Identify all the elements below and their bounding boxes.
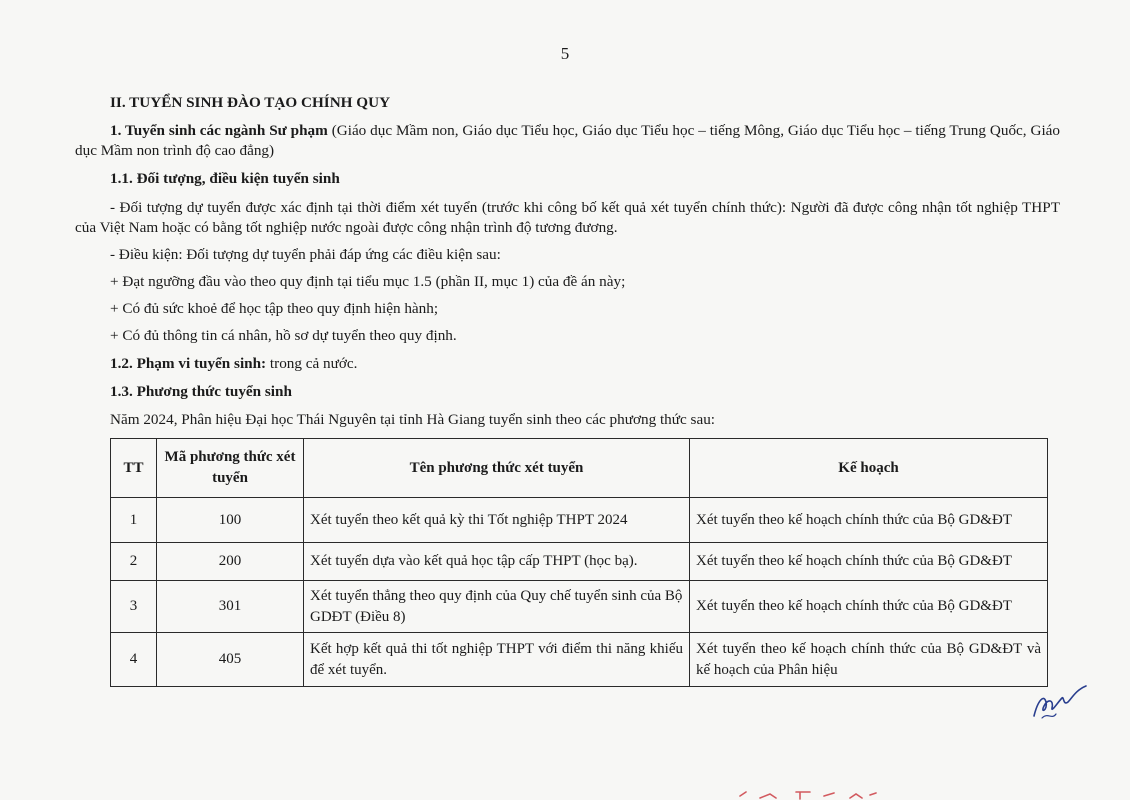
subsection-1-1-title: 1.1. Đối tượng, điều kiện tuyển sinh	[110, 170, 340, 187]
subsection-1-2	[110, 354, 357, 373]
row-plan: Xét tuyển theo kế hoạch chính thức của Bộ GD&ĐT	[690, 543, 1048, 581]
table-row	[111, 633, 1048, 687]
subsection-1-paragraph	[75, 121, 1060, 161]
row-method-code: 200	[157, 543, 304, 581]
row-method-name: Xét tuyển dựa vào kết quả học tập cấp THPT (học bạ).	[304, 543, 690, 581]
table-row	[111, 498, 1048, 543]
header-method-name: Tên phương thức xét tuyển	[304, 439, 690, 498]
header-tt: TT	[111, 439, 157, 498]
row-tt: 1	[111, 498, 157, 543]
row-method-name: Xét tuyển theo kết quả kỳ thi Tốt nghiệp THPT 2024	[304, 498, 690, 543]
header-plan: Kế hoạch	[690, 439, 1048, 498]
row-method-code: 100	[157, 498, 304, 543]
handwritten-initials-icon	[1030, 680, 1090, 724]
conditions-intro: - Điều kiện: Đối tượng dự tuyển phải đáp ứng các điều kiện sau:	[110, 246, 501, 263]
condition-item: + Có đủ thông tin cá nhân, hồ sơ dự tuyển theo quy định.	[110, 327, 457, 344]
eligibility-paragraph: - Đối tượng dự tuyển được xác định tại thời điểm xét tuyển (trước khi công bố kết quả xét tuyển chính thức): Người đã được công nhận tốt nghiệp THPT của Việt Nam hoặc có bằng tốt nghiệp nước ngoài được công nhận trình độ tương đương.	[75, 199, 1060, 236]
condition-item: + Đạt ngưỡng đầu vào theo quy định tại tiểu mục 1.5 (phần II, mục 1) của đề án này;	[110, 273, 626, 290]
section-heading: II. TUYỂN SINH ĐÀO TẠO CHÍNH QUY	[110, 94, 391, 111]
table-row	[111, 543, 1048, 581]
header-method-code: Mã phương thức xét tuyển	[157, 439, 304, 498]
table-row	[111, 581, 1048, 633]
subsection-1-3-title: 1.3. Phương thức tuyển sinh	[110, 383, 292, 400]
table-header-row	[111, 439, 1048, 498]
admission-methods-table	[110, 438, 1048, 687]
subsection-1-2-text: trong cả nước.	[266, 355, 358, 372]
subsection-1-2-title: 1.2. Phạm vi tuyển sinh:	[110, 355, 267, 372]
subsection-1-text: (Giáo dục Mầm non, Giáo dục Tiểu học, Giáo dục Tiểu học – tiếng Mông, Giáo dục Tiểu học – tiếng Trung Quốc, Giáo dục Mầm non trình độ cao đẳng)	[75, 122, 1060, 159]
condition-item: + Có đủ sức khoẻ để học tập theo quy định hiện hành;	[110, 300, 439, 317]
subsection-1-3-intro: Năm 2024, Phân hiệu Đại học Thái Nguyên tại tỉnh Hà Giang tuyển sinh theo các phương thức sau:	[110, 411, 716, 428]
subsection-1-title: 1. Tuyển sinh các ngành Sư phạm	[110, 122, 328, 139]
row-tt: 4	[111, 633, 157, 687]
row-plan: Xét tuyển theo kế hoạch chính thức của Bộ GD&ĐT	[690, 581, 1048, 633]
row-tt: 3	[111, 581, 157, 633]
row-method-code: 405	[157, 633, 304, 687]
row-method-name: Xét tuyển thẳng theo quy định của Quy chế tuyển sinh của Bộ GDĐT (Điều 8)	[304, 581, 690, 633]
row-method-code: 301	[157, 581, 304, 633]
row-plan: Xét tuyển theo kế hoạch chính thức của Bộ GD&ĐT và kế hoạch của Phân hiệu	[690, 633, 1048, 687]
page-number: 5	[560, 44, 570, 63]
row-tt: 2	[111, 543, 157, 581]
row-plan: Xét tuyển theo kế hoạch chính thức của Bộ GD&ĐT	[690, 498, 1048, 543]
red-stamp-edge-icon	[700, 786, 900, 800]
row-method-name: Kết hợp kết quả thi tốt nghiệp THPT với điểm thi năng khiếu để xét tuyển.	[304, 633, 690, 687]
